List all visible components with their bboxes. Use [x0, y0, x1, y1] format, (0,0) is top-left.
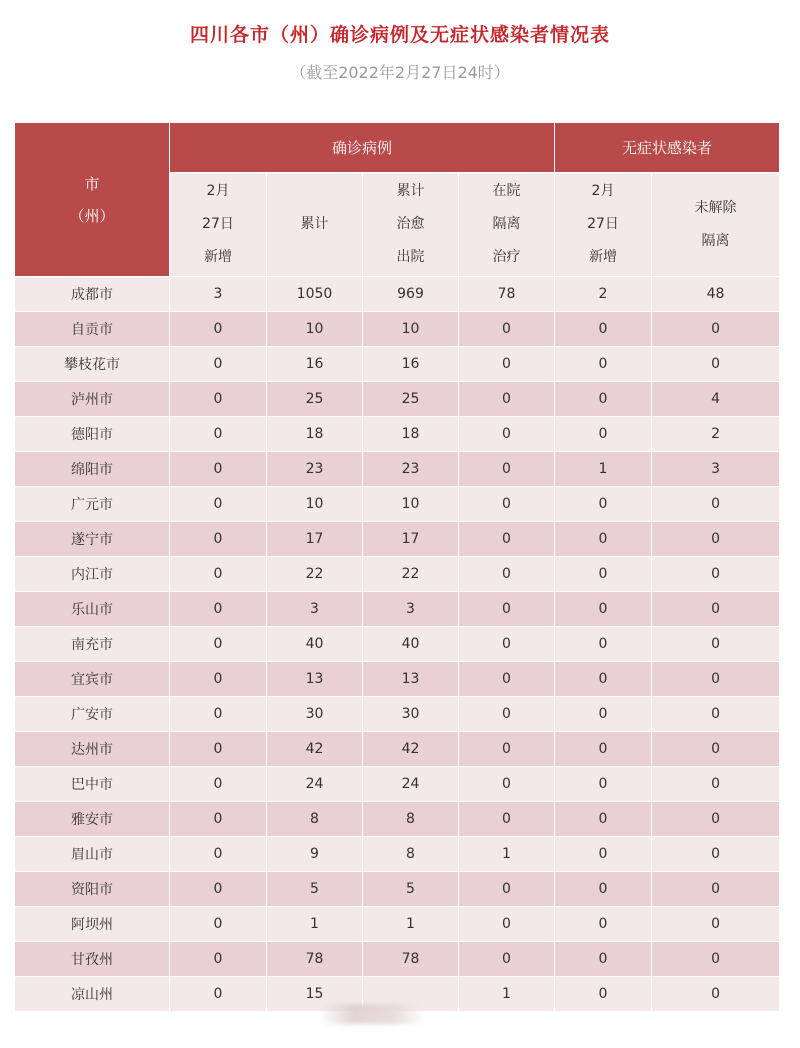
value-cell: 40	[363, 627, 459, 662]
value-cell: 0	[459, 732, 555, 767]
value-cell: 23	[267, 452, 363, 487]
value-cell: 0	[555, 382, 652, 417]
city-name-cell: 自贡市	[15, 312, 170, 347]
city-header-line2: （州）	[69, 206, 115, 225]
city-name-cell: 广元市	[15, 487, 170, 522]
value-cell: 0	[170, 767, 267, 802]
asymptomatic-group-header: 无症状感染者	[555, 123, 780, 173]
value-cell: 0	[555, 907, 652, 942]
value-cell: 17	[267, 522, 363, 557]
value-cell: 0	[555, 942, 652, 977]
value-cell: 0	[555, 732, 652, 767]
value-cell: 0	[652, 592, 780, 627]
value-cell: 0	[170, 417, 267, 452]
value-cell: 0	[459, 802, 555, 837]
sub-column-header-line: 治疗	[492, 249, 521, 265]
value-cell: 48	[652, 277, 780, 312]
city-name-cell: 乐山市	[15, 592, 170, 627]
value-cell: 0	[459, 347, 555, 382]
sub-column-header-line: 出院	[396, 249, 425, 265]
value-cell: 0	[652, 557, 780, 592]
value-cell: 5	[363, 872, 459, 907]
city-name-cell: 攀枝花市	[15, 347, 170, 382]
value-cell: 10	[267, 312, 363, 347]
value-cell: 0	[170, 487, 267, 522]
value-cell: 0	[652, 732, 780, 767]
value-cell: 3	[652, 452, 780, 487]
value-cell: 0	[170, 802, 267, 837]
sub-column-header-line: 累计	[300, 216, 329, 232]
value-cell: 3	[170, 277, 267, 312]
sub-column-header	[555, 173, 652, 277]
value-cell: 1	[459, 977, 555, 1012]
value-cell: 15	[267, 977, 363, 1012]
sub-column-header-line: 隔离	[492, 216, 521, 232]
value-cell: 0	[652, 697, 780, 732]
value-cell: 0	[652, 802, 780, 837]
value-cell: 10	[267, 487, 363, 522]
value-cell: 1	[267, 907, 363, 942]
table-row	[15, 767, 780, 802]
value-cell: 0	[459, 312, 555, 347]
value-cell: 3	[363, 592, 459, 627]
table-row	[15, 697, 780, 732]
value-cell: 42	[363, 732, 459, 767]
value-cell: 8	[267, 802, 363, 837]
sub-column-header	[652, 173, 780, 277]
value-cell: 0	[652, 627, 780, 662]
value-cell: 13	[267, 662, 363, 697]
value-cell: 25	[267, 382, 363, 417]
value-cell: 0	[170, 557, 267, 592]
value-cell: 0	[555, 627, 652, 662]
table-row	[15, 487, 780, 522]
value-cell: 0	[652, 487, 780, 522]
city-header-line1: 市	[84, 174, 100, 193]
value-cell: 0	[170, 592, 267, 627]
sub-column-header-line: 治愈	[396, 216, 425, 232]
value-cell: 40	[267, 627, 363, 662]
value-cell: 10	[363, 312, 459, 347]
table-row	[15, 802, 780, 837]
value-cell: 0	[170, 347, 267, 382]
sub-column-header-line: 在院	[492, 183, 521, 199]
value-cell: 0	[555, 592, 652, 627]
value-cell: 0	[459, 907, 555, 942]
table-row	[15, 942, 780, 977]
value-cell: 0	[459, 872, 555, 907]
value-cell: 42	[267, 732, 363, 767]
city-name-cell: 达州市	[15, 732, 170, 767]
table-row	[15, 872, 780, 907]
sub-column-header	[459, 173, 555, 277]
value-cell: 0	[459, 557, 555, 592]
value-cell: 0	[652, 312, 780, 347]
value-cell: 16	[363, 347, 459, 382]
value-cell: 0	[170, 907, 267, 942]
value-cell: 0	[170, 522, 267, 557]
value-cell: 0	[555, 837, 652, 872]
table-subtitle: （截至2022年2月27日24时）	[290, 63, 510, 82]
value-cell: 0	[652, 907, 780, 942]
value-cell: 0	[555, 347, 652, 382]
value-cell: 18	[267, 417, 363, 452]
value-cell: 78	[363, 942, 459, 977]
table-row	[15, 277, 780, 312]
value-cell: 1	[555, 452, 652, 487]
sub-column-header	[363, 173, 459, 277]
value-cell: 0	[652, 872, 780, 907]
value-cell: 969	[363, 277, 459, 312]
value-cell: 0	[459, 662, 555, 697]
city-name-cell: 南充市	[15, 627, 170, 662]
table-row	[15, 312, 780, 347]
value-cell: 8	[363, 802, 459, 837]
value-cell: 1	[363, 907, 459, 942]
value-cell: 0	[170, 872, 267, 907]
table-title: 四川各市（州）确诊病例及无症状感染者情况表	[189, 24, 610, 46]
value-cell: 3	[267, 592, 363, 627]
value-cell: 22	[363, 557, 459, 592]
value-cell: 0	[555, 417, 652, 452]
sub-column-header-line: 隔离	[701, 232, 730, 249]
table-body	[15, 277, 780, 1012]
value-cell: 0	[652, 767, 780, 802]
value-cell: 0	[555, 767, 652, 802]
value-cell: 0	[459, 627, 555, 662]
value-cell: 0	[459, 942, 555, 977]
value-cell: 0	[170, 977, 267, 1012]
value-cell: 17	[363, 522, 459, 557]
table-row	[15, 557, 780, 592]
sub-column-header-line: 27日	[202, 216, 234, 232]
table-row	[15, 452, 780, 487]
sub-column-header-line: 2月	[591, 183, 615, 199]
value-cell: 0	[170, 662, 267, 697]
table-row	[15, 347, 780, 382]
table-row	[15, 837, 780, 872]
city-name-cell: 德阳市	[15, 417, 170, 452]
value-cell: 10	[363, 487, 459, 522]
value-cell: 0	[459, 382, 555, 417]
sub-column-header-line: 新增	[204, 249, 232, 265]
sub-column-header-line: 累计	[396, 183, 425, 199]
table-row	[15, 417, 780, 452]
value-cell: 0	[555, 802, 652, 837]
city-name-cell: 凉山州	[15, 977, 170, 1012]
city-name-cell: 宜宾市	[15, 662, 170, 697]
table-row	[15, 627, 780, 662]
city-name-cell: 遂宁市	[15, 522, 170, 557]
table-row	[15, 732, 780, 767]
value-cell: 0	[555, 312, 652, 347]
value-cell: 30	[267, 697, 363, 732]
value-cell: 24	[363, 767, 459, 802]
city-name-cell: 甘孜州	[15, 942, 170, 977]
value-cell: 0	[555, 697, 652, 732]
value-cell: 0	[459, 417, 555, 452]
city-name-cell: 内江市	[15, 557, 170, 592]
value-cell: 0	[555, 977, 652, 1012]
sub-column-header-line: 2月	[206, 183, 230, 199]
value-cell: 78	[459, 277, 555, 312]
city-name-cell: 资阳市	[15, 872, 170, 907]
value-cell: 23	[363, 452, 459, 487]
value-cell: 1050	[267, 277, 363, 312]
value-cell: 0	[652, 522, 780, 557]
value-cell: 0	[170, 382, 267, 417]
city-name-cell: 绵阳市	[15, 452, 170, 487]
value-cell: 0	[170, 837, 267, 872]
confirmed-group-header: 确诊病例	[170, 123, 555, 173]
value-cell: 0	[459, 767, 555, 802]
value-cell: 30	[363, 697, 459, 732]
value-cell: 9	[267, 837, 363, 872]
table-row	[15, 522, 780, 557]
value-cell: 0	[555, 662, 652, 697]
value-cell: 2	[652, 417, 780, 452]
city-name-cell: 巴中市	[15, 767, 170, 802]
city-name-cell: 泸州市	[15, 382, 170, 417]
city-name-cell: 阿坝州	[15, 907, 170, 942]
table-row	[15, 592, 780, 627]
value-cell: 8	[363, 837, 459, 872]
table-row	[15, 382, 780, 417]
city-name-cell: 眉山市	[15, 837, 170, 872]
value-cell: 0	[459, 522, 555, 557]
blurred-region	[322, 1004, 422, 1024]
value-cell: 16	[267, 347, 363, 382]
value-cell: 4	[652, 382, 780, 417]
value-cell: 0	[652, 347, 780, 382]
sub-column-header	[170, 173, 267, 277]
value-cell: 0	[555, 557, 652, 592]
city-name-cell: 广安市	[15, 697, 170, 732]
value-cell: 22	[267, 557, 363, 592]
value-cell: 0	[170, 312, 267, 347]
value-cell: 0	[555, 872, 652, 907]
value-cell: 0	[170, 942, 267, 977]
value-cell: 0	[555, 487, 652, 522]
value-cell: 0	[652, 837, 780, 872]
value-cell: 5	[267, 872, 363, 907]
value-cell: 0	[652, 662, 780, 697]
covid-stats-table	[14, 122, 780, 1012]
value-cell: 2	[555, 277, 652, 312]
value-cell: 0	[170, 697, 267, 732]
sub-column-header-line: 新增	[589, 249, 618, 265]
table-row	[15, 907, 780, 942]
value-cell: 0	[459, 452, 555, 487]
value-cell: 0	[170, 627, 267, 662]
sub-column-header-line: 27日	[587, 216, 619, 232]
value-cell: 0	[459, 592, 555, 627]
value-cell: 0	[652, 977, 780, 1012]
city-name-cell: 雅安市	[15, 802, 170, 837]
value-cell: 0	[459, 487, 555, 522]
value-cell: 25	[363, 382, 459, 417]
value-cell: 24	[267, 767, 363, 802]
value-cell: 78	[267, 942, 363, 977]
city-name-cell: 成都市	[15, 277, 170, 312]
value-cell: 0	[555, 522, 652, 557]
value-cell: 0	[652, 942, 780, 977]
value-cell: 0	[170, 732, 267, 767]
value-cell: 1	[459, 837, 555, 872]
value-cell: 0	[459, 697, 555, 732]
sub-column-header	[267, 173, 363, 277]
sub-column-header-line: 未解除	[694, 199, 737, 216]
value-cell: 13	[363, 662, 459, 697]
table-row	[15, 662, 780, 697]
value-cell: 18	[363, 417, 459, 452]
city-column-header	[15, 123, 170, 277]
value-cell: 0	[170, 452, 267, 487]
